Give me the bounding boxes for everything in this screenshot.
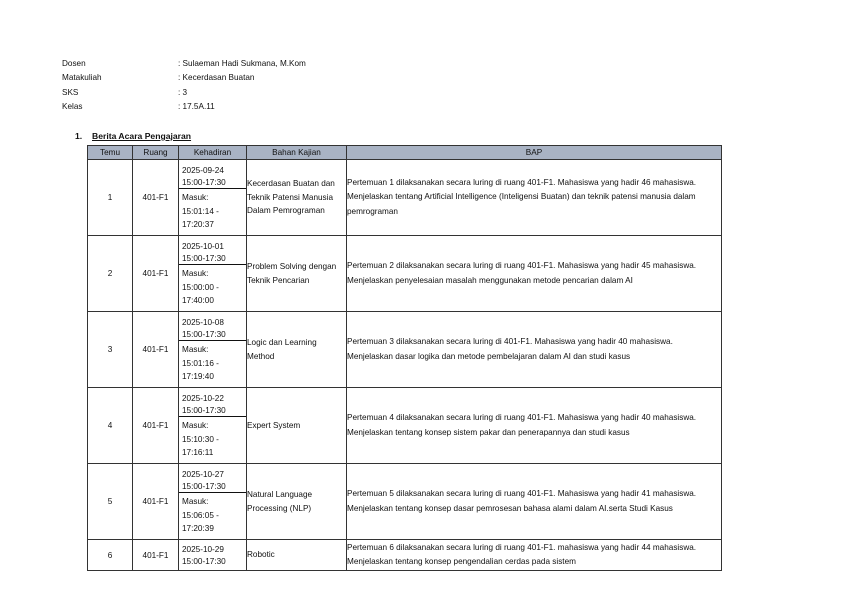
masuk-end: 17:20:37 [182, 220, 214, 230]
cell-ruang: 401-F1 [133, 236, 179, 312]
schedule-time: 15:00-17:30 [182, 329, 226, 339]
cell-bap: Pertemuan 2 dilaksanakan secara luring di ruang 401-F1. Mahasiswa yang hadir 45 mahasiswa. Menjelaskan penyelesaian masalah menggunakan metode pencarian dalam AI [347, 236, 722, 312]
info-value: : Kecerdasan Buatan [178, 73, 255, 83]
section-number: 1. [75, 131, 83, 141]
cell-bahan-kajian: Robotic [247, 540, 347, 571]
cell-bap: Pertemuan 3 dilaksanakan secara luring di 401-F1. Mahasiswa yang hadir 40 mahasiswa. Menjelaskan dasar logika dan metode pembelajaran dalam AI dan studi kasus [347, 312, 722, 388]
schedule-time: 15:00-17:30 [182, 177, 226, 187]
info-value: : 3 [178, 87, 188, 97]
header-bap: BAP [347, 146, 722, 160]
cell-temu: 1 [88, 160, 133, 236]
masuk-start: 15:00:00 - [182, 282, 219, 292]
masuk-start: 15:10:30 - [182, 434, 219, 444]
cell-kehadiran [179, 464, 247, 540]
table-row [88, 540, 722, 571]
masuk-end: 17:20:39 [182, 524, 214, 534]
info-label: Dosen [62, 59, 86, 68]
cell-bap: Pertemuan 5 dilaksanakan secara luring di ruang 401-F1. Mahasiswa yang hadir 41 mahasiswa. Menjelaskan tentang konsep dasar pemrosesan bahasa alami dalam AI.serta Studi Kasus [347, 464, 722, 540]
masuk-label: Masuk: [182, 345, 209, 355]
attendance-block [179, 417, 246, 459]
header-temu: Temu [88, 146, 133, 160]
cell-bahan-kajian: Kecerdasan Buatan dan Teknik Patensi Manusia Dalam Pemrograman [247, 160, 347, 236]
schedule-time: 15:00-17:30 [182, 481, 226, 491]
table-row [88, 388, 722, 464]
cell-ruang: 401-F1 [133, 540, 179, 571]
cell-bap: Pertemuan 1 dilaksanakan secara luring di ruang 401-F1. Mahasiswa yang hadir 46 mahasiswa. Menjelaskan tentang Artificial Intelligence (Inteligensi Buatan) dan teknik patensi manusia dalam pemrograman [347, 160, 722, 236]
masuk-label: Masuk: [182, 421, 209, 431]
masuk-label: Masuk: [182, 193, 209, 203]
cell-kehadiran [179, 236, 247, 312]
schedule-date: 2025-10-29 [182, 545, 224, 554]
cell-temu: 5 [88, 464, 133, 540]
masuk-start: 15:01:16 - [182, 358, 219, 368]
section-title: Berita Acara Pengajaran [92, 131, 192, 141]
masuk-end: 17:19:40 [182, 372, 214, 382]
schedule-block [179, 163, 246, 189]
section-heading [75, 131, 191, 141]
header-kehadiran: Kehadiran [179, 146, 247, 160]
cell-bahan-kajian: Expert System [247, 388, 347, 464]
schedule-time: 15:00-17:30 [182, 556, 226, 566]
info-value: : 17.5A.11 [178, 102, 215, 112]
cell-ruang: 401-F1 [133, 388, 179, 464]
table-row [88, 236, 722, 312]
masuk-start: 15:06:05 - [182, 510, 219, 520]
cell-kehadiran [179, 388, 247, 464]
schedule-block [179, 239, 246, 265]
cell-temu: 2 [88, 236, 133, 312]
schedule-time: 15:00-17:30 [182, 253, 226, 263]
cell-bap: Pertemuan 4 dilaksanakan secara luring di ruang 401-F1. Mahasiswa yang hadir 40 mahasiswa. Menjelaskan tentang konsep sistem pakar dan penerapannya dan studi kasus [347, 388, 722, 464]
table-row [88, 464, 722, 540]
masuk-end: 17:16:11 [182, 448, 214, 458]
attendance-block [179, 265, 246, 307]
masuk-label: Masuk: [182, 269, 209, 279]
schedule-block [179, 542, 246, 568]
schedule-date: 2025-10-08 [182, 318, 224, 328]
schedule-time: 15:00-17:30 [182, 405, 226, 415]
masuk-start: 15:01:14 - [182, 206, 219, 216]
cell-bahan-kajian: Problem Solving dengan Teknik Pencarian [247, 236, 347, 312]
cell-bahan-kajian: Logic dan Learning Method [247, 312, 347, 388]
header-ruang: Ruang [133, 146, 179, 160]
schedule-block [179, 467, 246, 493]
cell-kehadiran [179, 160, 247, 236]
cell-bahan-kajian: Natural Language Processing (NLP) [247, 464, 347, 540]
cell-kehadiran [179, 312, 247, 388]
cell-temu: 6 [88, 540, 133, 571]
table-row [88, 312, 722, 388]
bap-table [87, 145, 722, 571]
cell-ruang: 401-F1 [133, 160, 179, 236]
cell-kehadiran [179, 540, 247, 571]
masuk-end: 17:40:00 [182, 296, 214, 306]
info-label: Matakuliah [62, 73, 102, 83]
cell-bap: Pertemuan 6 dilaksanakan secara luring di ruang 401-F1. mahasiswa yang hadir 44 mahasiswa. Menjelaskan tentang konsep pengendalian cerdas pada sistem [347, 540, 722, 571]
schedule-block [179, 391, 246, 417]
table-header-row [88, 146, 722, 160]
attendance-block [179, 189, 246, 231]
info-label: SKS [62, 87, 79, 97]
schedule-block [179, 315, 246, 341]
schedule-date: 2025-10-22 [182, 394, 224, 404]
schedule-date: 2025-09-24 [182, 166, 224, 176]
cell-ruang: 401-F1 [133, 312, 179, 388]
info-label: Kelas [62, 102, 83, 112]
table-row [88, 160, 722, 236]
schedule-date: 2025-10-01 [182, 242, 224, 252]
cell-temu: 4 [88, 388, 133, 464]
header-bahan-kajian: Bahan Kajian [247, 146, 347, 160]
schedule-date: 2025-10-27 [182, 470, 224, 480]
attendance-block [179, 493, 246, 535]
attendance-block [179, 341, 246, 383]
info-value: : Sulaeman Hadi Sukmana, M.Kom [178, 59, 306, 68]
cell-temu: 3 [88, 312, 133, 388]
masuk-label: Masuk: [182, 497, 209, 507]
cell-ruang: 401-F1 [133, 464, 179, 540]
